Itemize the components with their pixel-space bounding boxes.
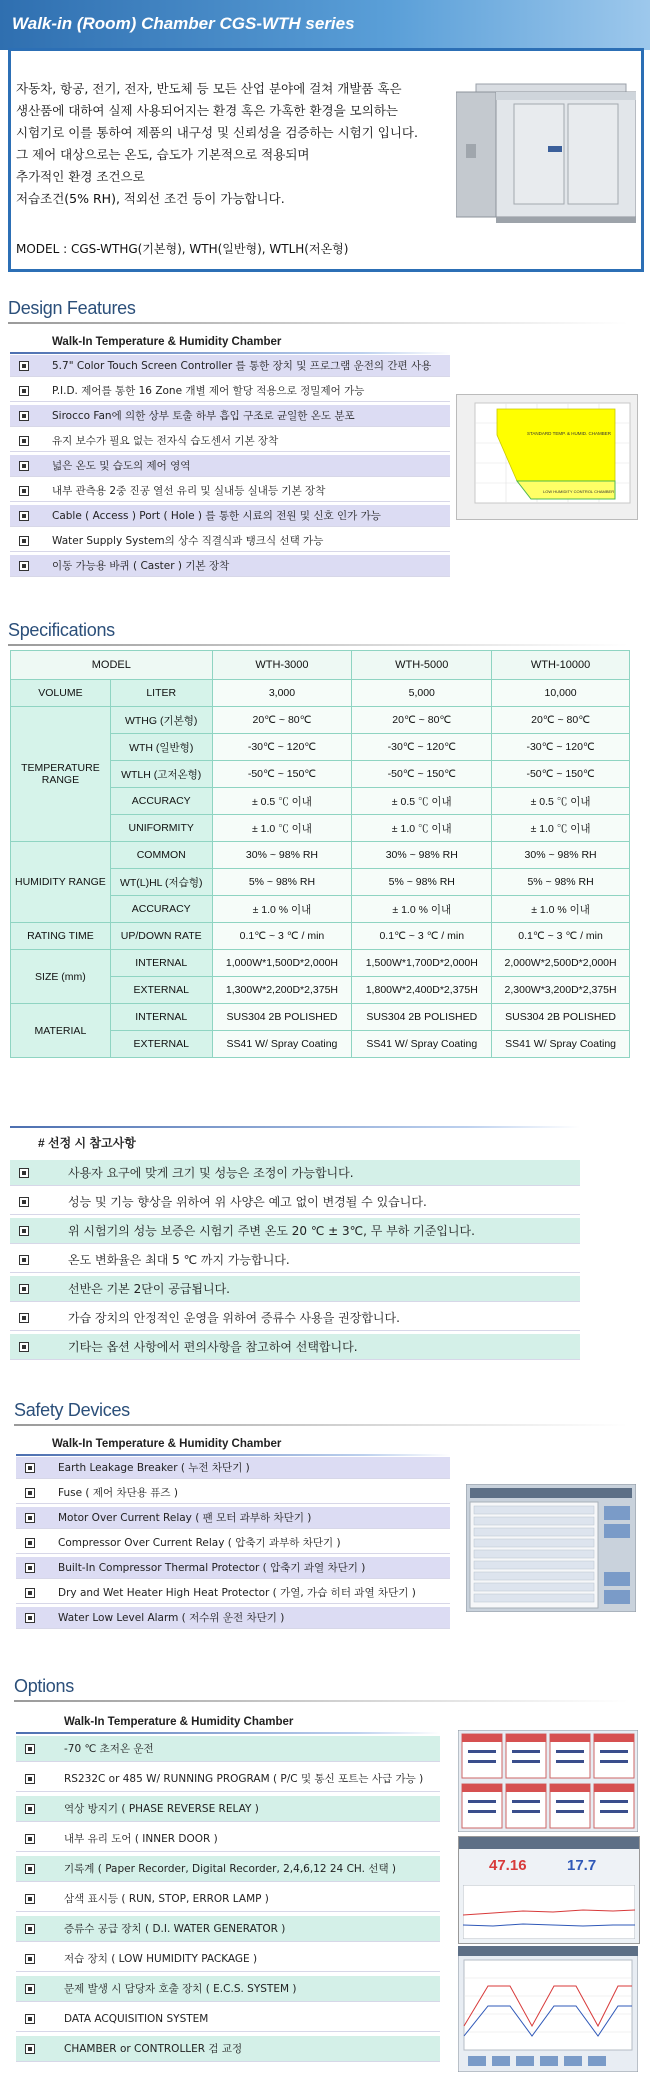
design-features-subheading: Walk-In Temperature & Humidity Chamber [52, 336, 282, 348]
section-divider [14, 1700, 628, 1702]
row-group-label: VOLUME [11, 680, 111, 707]
bullet-icon [20, 1314, 28, 1322]
table-cell: 1,500W*1,700D*2,000H [352, 950, 492, 977]
row-sub-label: INTERNAL [110, 1004, 212, 1031]
bullet-icon [26, 1775, 34, 1783]
recorder-trend-graph [463, 1885, 635, 1939]
standard-range-area [497, 409, 615, 481]
recorder-screen [458, 1836, 640, 1944]
section-divider [14, 1424, 628, 1426]
table-cell: ± 1.0 ℃ 이내 [352, 815, 492, 842]
list-item: 문제 발생 시 담당자 호출 장치 ( E.C.S. SYSTEM ) [16, 1976, 440, 2002]
table-cell: 5% ~ 98% RH [212, 869, 352, 896]
operating-range-chart [456, 394, 638, 520]
spec-table [10, 650, 630, 1058]
subheading-divider [10, 352, 450, 354]
bullet-icon [20, 437, 28, 445]
table-cell: -50℃ ~ 150℃ [352, 761, 492, 788]
list-item: 이동 가능용 바퀴 ( Caster ) 기본 장착 [10, 555, 450, 577]
table-cell: -50℃ ~ 150℃ [492, 761, 630, 788]
intro-line: 그 제어 대상으로는 온도, 습도가 기본적으로 적용되며 [16, 147, 310, 162]
bullet-icon [20, 362, 28, 370]
row-sub-label: UP/DOWN RATE [110, 923, 212, 950]
section-divider [8, 644, 628, 646]
list-item: Dry and Wet Heater High Heat Protector ( 가열, 가습 히터 과열 차단기 ) [16, 1582, 450, 1604]
column-header: WTH-5000 [352, 651, 492, 680]
table-cell: SUS304 2B POLISHED [492, 1004, 630, 1031]
row-sub-label: WTHG (기본형) [110, 707, 212, 734]
column-header: WTH-10000 [492, 651, 630, 680]
row-sub-label: COMMON [110, 842, 212, 869]
bullet-icon [26, 1955, 34, 1963]
bullet-icon [26, 1895, 34, 1903]
list-item: 성능 및 기능 향상을 위하여 위 사양은 예고 없이 변경될 수 있습니다. [10, 1189, 580, 1215]
bullet-icon [26, 1805, 34, 1813]
row-group-label: TEMPERATURE RANGE [11, 707, 111, 842]
table-cell: SS41 W/ Spray Coating [352, 1031, 492, 1058]
specifications-heading: Specifications [8, 620, 115, 640]
table-cell: 20℃ ~ 80℃ [492, 707, 630, 734]
table-cell: 0.1℃ ~ 3 ℃ / min [352, 923, 492, 950]
bullet-icon [20, 412, 28, 420]
list-item: Built-In Compressor Thermal Protector ( 압축기 과열 차단기 ) [16, 1557, 450, 1579]
table-cell: 10,000 [492, 680, 630, 707]
row-sub-label: UNIFORMITY [110, 815, 212, 842]
page-title: Walk-in (Room) Chamber CGS-WTH series [12, 14, 355, 33]
bullet-icon [26, 1564, 34, 1572]
list-item: 온도 변화율은 최대 5 ℃ 까지 가능합니다. [10, 1247, 580, 1273]
recorder-humid-value: 17.7 [567, 1857, 597, 1874]
controller-alarm-screen [466, 1484, 636, 1612]
options-heading: Options [14, 1676, 74, 1696]
subheading-divider [16, 1732, 440, 1734]
list-item: Cable ( Access ) Port ( Hole ) 를 통한 시료의 전원 및 신호 인가 가능 [10, 505, 450, 527]
row-sub-label: EXTERNAL [110, 977, 212, 1004]
list-item: Motor Over Current Relay ( 팬 모터 과부하 차단기 ) [16, 1507, 450, 1529]
recorder-temp-value: 47.16 [489, 1857, 527, 1874]
list-item: 5.7" Color Touch Screen Controller 를 통한 장치 및 프로그램 운전의 간편 사용 [10, 355, 450, 377]
bullet-icon [20, 387, 28, 395]
table-cell: 1,300W*2,200D*2,375H [212, 977, 352, 1004]
bullet-icon [20, 1198, 28, 1206]
list-item: 유지 보수가 필요 없는 전자식 습도센서 기본 장착 [10, 430, 450, 452]
bullet-icon [20, 1169, 28, 1177]
table-cell: 20℃ ~ 80℃ [352, 707, 492, 734]
bullet-icon [20, 1227, 28, 1235]
recorder-titlebar [459, 1837, 639, 1849]
list-item: 위 시험기의 성능 보증은 시험기 주변 온도 20 ℃ ± 3℃, 무 부하 기준입니다. [10, 1218, 580, 1244]
list-item: DATA ACQUISITION SYSTEM [16, 2006, 440, 2032]
table-cell: 5,000 [352, 680, 492, 707]
row-sub-label: WTH (일반형) [110, 734, 212, 761]
intro-line: 저습조건(5% RH), 적외선 조건 등이 가능합니다. [16, 191, 285, 206]
table-cell: 0.1℃ ~ 3 ℃ / min [492, 923, 630, 950]
table-cell: 1,800W*2,400D*2,375H [352, 977, 492, 1004]
table-cell: 0.1℃ ~ 3 ℃ / min [212, 923, 352, 950]
table-cell: SS41 W/ Spray Coating [492, 1031, 630, 1058]
bullet-icon [20, 462, 28, 470]
table-cell: 30% ~ 98% RH [492, 842, 630, 869]
table-cell: 5% ~ 98% RH [492, 869, 630, 896]
table-cell: 2,300W*3,200D*2,375H [492, 977, 630, 1004]
row-sub-label: WTLH (고저온형) [110, 761, 212, 788]
table-cell: ± 1.0 % 이내 [492, 896, 630, 923]
table-cell: ± 1.0 ℃ 이내 [492, 815, 630, 842]
list-item: Water Supply System의 상수 직결식과 탱크식 선택 가능 [10, 530, 450, 552]
list-item: Sirocco Fan에 의한 상부 토출 하부 흡입 구조로 균일한 온도 분포 [10, 405, 450, 427]
multi-zone-monitor-screen [458, 1730, 638, 1832]
chart-label-standard: STANDARD TEMP. & HUMID. CHAMBER [527, 431, 612, 436]
list-item: P.I.D. 제어를 통한 16 Zone 개별 제어 할당 적용으로 정밀제어 가능 [10, 380, 450, 402]
table-cell: ± 1.0 % 이내 [352, 896, 492, 923]
table-cell: ± 0.5 ℃ 이내 [492, 788, 630, 815]
bullet-icon [26, 1489, 34, 1497]
bullet-icon [20, 562, 28, 570]
row-sub-label: INTERNAL [110, 950, 212, 977]
list-item: 저습 장치 ( LOW HUMIDITY PACKAGE ) [16, 1946, 440, 1972]
list-item: 증류수 공급 장치 ( D.I. WATER GENERATOR ) [16, 1916, 440, 1942]
options-subheading: Walk-In Temperature & Humidity Chamber [64, 1716, 294, 1728]
subheading-divider [16, 1454, 450, 1456]
list-item: 넓은 온도 및 습도의 제어 영역 [10, 455, 450, 477]
list-item: RS232C or 485 W/ RUNNING PROGRAM ( P/C 및 통신 포트는 사급 가능 ) [16, 1766, 440, 1792]
table-cell: SUS304 2B POLISHED [352, 1004, 492, 1031]
bullet-icon [26, 1745, 34, 1753]
column-header: WTH-3000 [212, 651, 352, 680]
bullet-icon [26, 2015, 34, 2023]
table-cell: -30℃ ~ 120℃ [492, 734, 630, 761]
bullet-icon [26, 1985, 34, 1993]
row-sub-label: EXTERNAL [110, 1031, 212, 1058]
row-sub-label: ACCURACY [110, 788, 212, 815]
intro-line: 시험기로 이를 통하여 제품의 내구성 및 신뢰성을 검증하는 시험기 입니다. [16, 125, 418, 140]
list-item: 역상 방지기 ( PHASE REVERSE RELAY ) [16, 1796, 440, 1822]
notes-heading: # 선정 시 참고사항 [38, 1136, 136, 1150]
bullet-icon [26, 2045, 34, 2053]
bullet-icon [20, 487, 28, 495]
bullet-icon [20, 1285, 28, 1293]
row-group-label: HUMIDITY RANGE [11, 842, 111, 923]
bullet-icon [20, 1343, 28, 1351]
list-item: 가습 장치의 안정적인 운영을 위하여 증류수 사용을 권장합니다. [10, 1305, 580, 1331]
intro-text [16, 78, 456, 210]
table-cell: -50℃ ~ 150℃ [212, 761, 352, 788]
table-cell: 2,000W*2,500D*2,000H [492, 950, 630, 977]
model-line: MODEL : CGS-WTHG(기본형), WTH(일반형), WTLH(저온형) [16, 242, 349, 256]
list-item: 내부 관측용 2중 진공 열선 유리 및 실내등 실내등 기본 장착 [10, 480, 450, 502]
table-cell: SUS304 2B POLISHED [212, 1004, 352, 1031]
trend-graph-screen [458, 1946, 638, 2072]
notes-divider [10, 1126, 580, 1128]
list-item: CHAMBER or CONTROLLER 검 교정 [16, 2036, 440, 2062]
intro-line: 자동차, 항공, 전기, 전자, 반도체 등 모든 산업 분야에 걸쳐 개발품 혹은 [16, 81, 402, 96]
row-group-label: SIZE (mm) [11, 950, 111, 1004]
row-sub-label: LITER [110, 680, 212, 707]
table-cell: ± 0.5 ℃ 이내 [212, 788, 352, 815]
table-cell: ± 0.5 ℃ 이내 [352, 788, 492, 815]
chamber-image [456, 74, 636, 234]
table-cell: 3,000 [212, 680, 352, 707]
table-cell: 20℃ ~ 80℃ [212, 707, 352, 734]
bullet-icon [26, 1865, 34, 1873]
table-cell: ± 1.0 ℃ 이내 [212, 815, 352, 842]
table-cell: -30℃ ~ 120℃ [212, 734, 352, 761]
bullet-icon [20, 512, 28, 520]
bullet-icon [20, 537, 28, 545]
table-cell: -30℃ ~ 120℃ [352, 734, 492, 761]
table-cell: 30% ~ 98% RH [352, 842, 492, 869]
list-item: 사용자 요구에 맞게 크기 및 성능은 조정이 가능합니다. [10, 1160, 580, 1186]
bullet-icon [20, 1256, 28, 1264]
list-item: 내부 유리 도어 ( INNER DOOR ) [16, 1826, 440, 1852]
intro-line: 생산품에 대하여 실제 사용되어지는 환경 혹은 가혹한 환경을 모의하는 [16, 103, 398, 118]
bullet-icon [26, 1539, 34, 1547]
list-item: 선반은 기본 2단이 공급됩니다. [10, 1276, 580, 1302]
row-group-label: MATERIAL [11, 1004, 111, 1058]
safety-subheading: Walk-In Temperature & Humidity Chamber [52, 1438, 282, 1450]
bullet-icon [26, 1464, 34, 1472]
list-item: Water Low Level Alarm ( 저수위 운전 차단기 ) [16, 1607, 450, 1629]
list-item: 삼색 표시등 ( RUN, STOP, ERROR LAMP ) [16, 1886, 440, 1912]
bullet-icon [26, 1835, 34, 1843]
row-sub-label: ACCURACY [110, 896, 212, 923]
list-item: Earth Leakage Breaker ( 누전 차단기 ) [16, 1457, 450, 1479]
list-item: 기록계 ( Paper Recorder, Digital Recorder, 2,4,6,12 24 CH. 선택 ) [16, 1856, 440, 1882]
list-item: Fuse ( 제어 차단용 퓨즈 ) [16, 1482, 450, 1504]
table-cell: ± 1.0 % 이내 [212, 896, 352, 923]
bullet-icon [26, 1514, 34, 1522]
column-header: MODEL [11, 651, 213, 680]
list-item: 기타는 옵션 사항에서 편의사항을 참고하여 선택합니다. [10, 1334, 580, 1360]
table-cell: 1,000W*1,500D*2,000H [212, 950, 352, 977]
table-cell: 30% ~ 98% RH [212, 842, 352, 869]
list-item: Compressor Over Current Relay ( 압축기 과부하 차단기 ) [16, 1532, 450, 1554]
row-group-label: RATING TIME [11, 923, 111, 950]
safety-devices-heading: Safety Devices [14, 1400, 130, 1420]
table-cell: 5% ~ 98% RH [352, 869, 492, 896]
bullet-icon [26, 1614, 34, 1622]
bullet-icon [26, 1589, 34, 1597]
section-divider [8, 322, 628, 324]
spec-table-wrap [10, 650, 630, 1058]
design-features-heading: Design Features [8, 298, 136, 318]
chart-label-low-humidity: LOW HUMIDITY CONTROL CHAMBER [543, 489, 615, 494]
list-item: -70 ℃ 초저온 운전 [16, 1736, 440, 1762]
table-cell: SS41 W/ Spray Coating [212, 1031, 352, 1058]
row-sub-label: WT(L)HL (저습형) [110, 869, 212, 896]
bullet-icon [26, 1925, 34, 1933]
intro-line: 추가적인 환경 조건으로 [16, 169, 145, 184]
